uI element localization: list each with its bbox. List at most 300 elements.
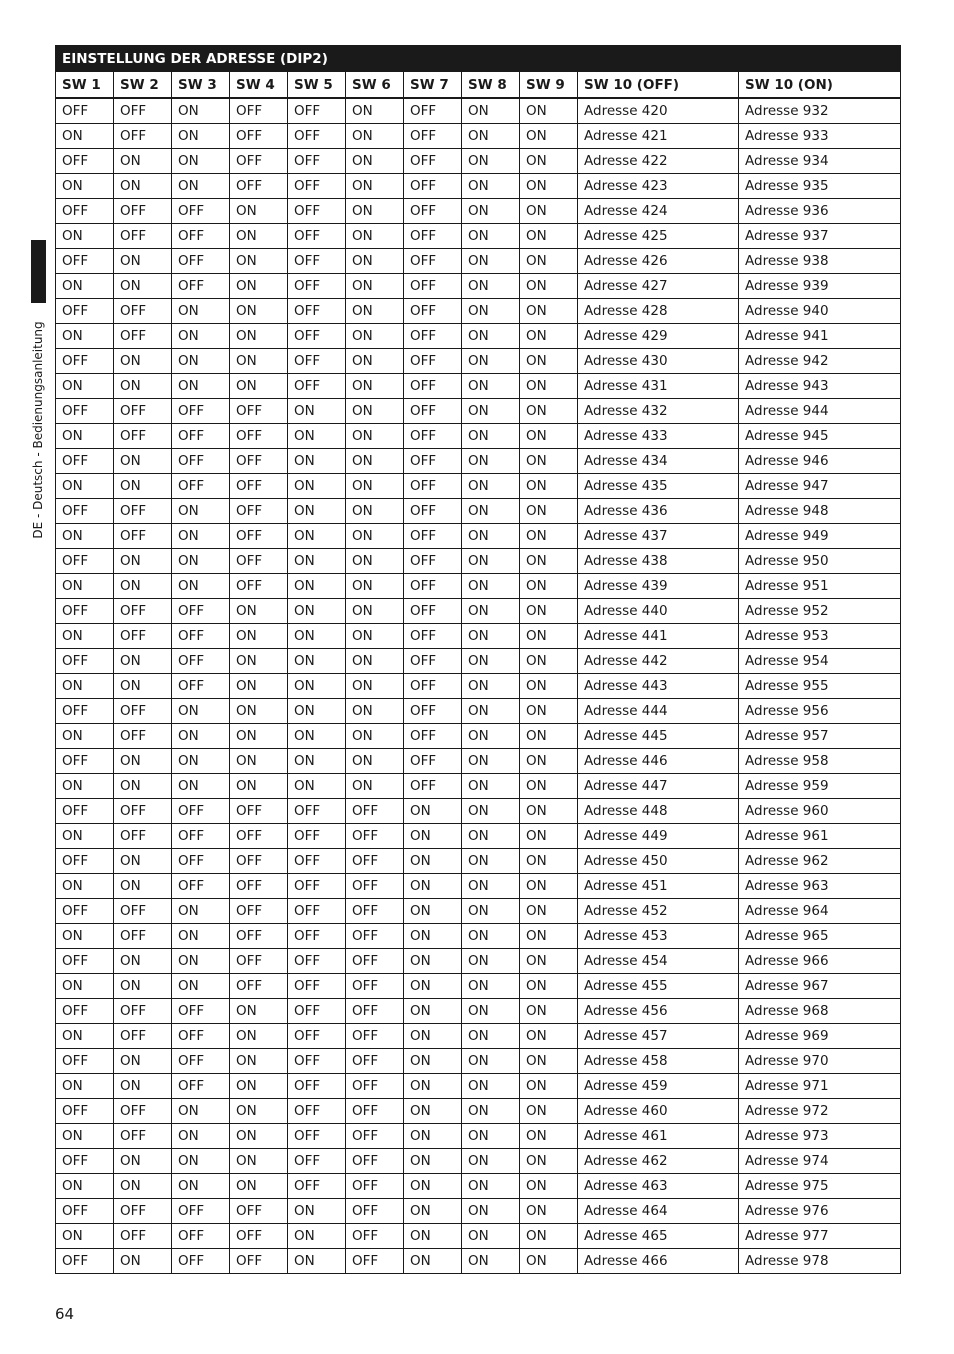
switch-state-cell: OFF	[288, 974, 346, 999]
switch-state-cell: ON	[230, 299, 288, 324]
switch-state-cell: OFF	[56, 299, 114, 324]
column-header: SW 10 (ON)	[739, 72, 901, 99]
switch-state-cell: OFF	[172, 424, 230, 449]
switch-state-cell: ON	[346, 574, 404, 599]
switch-state-cell: ON	[462, 98, 520, 124]
switch-state-cell: OFF	[172, 624, 230, 649]
switch-state-cell: ON	[462, 174, 520, 199]
switch-state-cell: OFF	[404, 499, 462, 524]
address-cell: Adresse 465	[578, 1224, 739, 1249]
switch-state-cell: ON	[56, 474, 114, 499]
switch-state-cell: ON	[462, 724, 520, 749]
switch-state-cell: OFF	[56, 949, 114, 974]
address-cell: Adresse 424	[578, 199, 739, 224]
address-cell: Adresse 444	[578, 699, 739, 724]
switch-state-cell: ON	[172, 1099, 230, 1124]
switch-state-cell: OFF	[346, 849, 404, 874]
switch-state-cell: ON	[114, 1049, 172, 1074]
address-cell: Adresse 953	[739, 624, 901, 649]
switch-state-cell: OFF	[230, 1249, 288, 1274]
switch-state-cell: ON	[172, 149, 230, 174]
switch-state-cell: OFF	[114, 699, 172, 724]
switch-state-cell: OFF	[346, 1124, 404, 1149]
switch-state-cell: OFF	[172, 1224, 230, 1249]
column-header: SW 1	[56, 72, 114, 99]
switch-state-cell: OFF	[346, 1149, 404, 1174]
switch-state-cell: ON	[172, 774, 230, 799]
address-cell: Adresse 425	[578, 224, 739, 249]
switch-state-cell: OFF	[114, 1199, 172, 1224]
switch-state-cell: OFF	[404, 574, 462, 599]
switch-state-cell: ON	[56, 124, 114, 149]
address-cell: Adresse 976	[739, 1199, 901, 1224]
address-cell: Adresse 455	[578, 974, 739, 999]
switch-state-cell: ON	[172, 749, 230, 774]
switch-state-cell: ON	[520, 599, 578, 624]
switch-state-cell: ON	[346, 424, 404, 449]
switch-state-cell: OFF	[404, 124, 462, 149]
address-cell: Adresse 969	[739, 1024, 901, 1049]
switch-state-cell: ON	[404, 1149, 462, 1174]
address-cell: Adresse 453	[578, 924, 739, 949]
switch-state-cell: OFF	[56, 1049, 114, 1074]
address-cell: Adresse 426	[578, 249, 739, 274]
switch-state-cell: OFF	[288, 799, 346, 824]
table-row	[56, 974, 901, 999]
switch-state-cell: OFF	[114, 224, 172, 249]
switch-state-cell: OFF	[230, 874, 288, 899]
switch-state-cell: OFF	[172, 649, 230, 674]
switch-state-cell: ON	[172, 1124, 230, 1149]
switch-state-cell: OFF	[56, 849, 114, 874]
switch-state-cell: ON	[462, 699, 520, 724]
switch-state-cell: OFF	[346, 1174, 404, 1199]
table-row	[56, 1174, 901, 1199]
switch-state-cell: ON	[172, 949, 230, 974]
switch-state-cell: OFF	[230, 1199, 288, 1224]
switch-state-cell: ON	[520, 374, 578, 399]
address-cell: Adresse 434	[578, 449, 739, 474]
switch-state-cell: OFF	[288, 149, 346, 174]
switch-state-cell: ON	[520, 624, 578, 649]
address-cell: Adresse 959	[739, 774, 901, 799]
address-cell: Adresse 954	[739, 649, 901, 674]
switch-state-cell: OFF	[404, 149, 462, 174]
switch-state-cell: ON	[56, 174, 114, 199]
address-cell: Adresse 431	[578, 374, 739, 399]
address-cell: Adresse 964	[739, 899, 901, 924]
address-cell: Adresse 464	[578, 1199, 739, 1224]
table-row	[56, 324, 901, 349]
switch-state-cell: ON	[288, 474, 346, 499]
switch-state-cell: ON	[172, 524, 230, 549]
switch-state-cell: ON	[462, 674, 520, 699]
switch-state-cell: OFF	[172, 1199, 230, 1224]
switch-state-cell: ON	[346, 349, 404, 374]
address-cell: Adresse 449	[578, 824, 739, 849]
switch-state-cell: OFF	[56, 749, 114, 774]
side-label: DE - Deutsch - Bedienungsanleitung	[31, 321, 45, 539]
switch-state-cell: ON	[172, 499, 230, 524]
table-row	[56, 949, 901, 974]
switch-state-cell: OFF	[404, 249, 462, 274]
switch-state-cell: ON	[346, 549, 404, 574]
table-row	[56, 749, 901, 774]
address-cell: Adresse 978	[739, 1249, 901, 1274]
switch-state-cell: ON	[56, 524, 114, 549]
switch-state-cell: ON	[520, 674, 578, 699]
switch-state-cell: ON	[172, 1149, 230, 1174]
switch-state-cell: OFF	[56, 499, 114, 524]
switch-state-cell: ON	[520, 1249, 578, 1274]
switch-state-cell: OFF	[288, 299, 346, 324]
column-header: SW 3	[172, 72, 230, 99]
switch-state-cell: ON	[404, 1049, 462, 1074]
switch-state-cell: ON	[520, 299, 578, 324]
switch-state-cell: OFF	[288, 849, 346, 874]
switch-state-cell: ON	[230, 199, 288, 224]
switch-state-cell: OFF	[288, 1149, 346, 1174]
switch-state-cell: ON	[172, 324, 230, 349]
section-marker	[31, 240, 46, 303]
switch-state-cell: ON	[462, 649, 520, 674]
table-row	[56, 1049, 901, 1074]
address-cell: Adresse 977	[739, 1224, 901, 1249]
address-cell: Adresse 432	[578, 399, 739, 424]
address-cell: Adresse 442	[578, 649, 739, 674]
switch-state-cell: ON	[404, 999, 462, 1024]
switch-state-cell: OFF	[288, 1074, 346, 1099]
table-row	[56, 1199, 901, 1224]
switch-state-cell: ON	[520, 1049, 578, 1074]
switch-state-cell: ON	[114, 349, 172, 374]
table-row	[56, 399, 901, 424]
table-row	[56, 849, 901, 874]
switch-state-cell: ON	[462, 524, 520, 549]
switch-state-cell: OFF	[56, 649, 114, 674]
switch-state-cell: ON	[462, 924, 520, 949]
switch-state-cell: ON	[462, 1099, 520, 1124]
switch-state-cell: ON	[520, 499, 578, 524]
switch-state-cell: OFF	[172, 599, 230, 624]
switch-state-cell: ON	[462, 349, 520, 374]
address-cell: Adresse 944	[739, 399, 901, 424]
table-row	[56, 799, 901, 824]
switch-state-cell: ON	[346, 474, 404, 499]
switch-state-cell: ON	[230, 1024, 288, 1049]
switch-state-cell: OFF	[172, 849, 230, 874]
switch-state-cell: OFF	[288, 1174, 346, 1199]
switch-state-cell: ON	[114, 874, 172, 899]
switch-state-cell: ON	[172, 899, 230, 924]
switch-state-cell: ON	[56, 674, 114, 699]
switch-state-cell: OFF	[56, 1149, 114, 1174]
switch-state-cell: ON	[288, 574, 346, 599]
address-cell: Adresse 950	[739, 549, 901, 574]
switch-state-cell: ON	[288, 549, 346, 574]
table-row	[56, 1124, 901, 1149]
switch-state-cell: OFF	[346, 1074, 404, 1099]
switch-state-cell: ON	[346, 774, 404, 799]
switch-state-cell: OFF	[288, 98, 346, 124]
address-cell: Adresse 421	[578, 124, 739, 149]
address-cell: Adresse 430	[578, 349, 739, 374]
switch-state-cell: ON	[462, 749, 520, 774]
switch-state-cell: ON	[462, 124, 520, 149]
switch-state-cell: ON	[230, 599, 288, 624]
switch-state-cell: OFF	[230, 574, 288, 599]
switch-state-cell: OFF	[404, 224, 462, 249]
address-cell: Adresse 965	[739, 924, 901, 949]
switch-state-cell: OFF	[114, 98, 172, 124]
address-cell: Adresse 939	[739, 274, 901, 299]
table-row	[56, 624, 901, 649]
switch-state-cell: OFF	[288, 374, 346, 399]
switch-state-cell: ON	[520, 199, 578, 224]
switch-state-cell: OFF	[404, 349, 462, 374]
switch-state-cell: ON	[404, 924, 462, 949]
switch-state-cell: ON	[346, 524, 404, 549]
switch-state-cell: OFF	[172, 399, 230, 424]
switch-state-cell: ON	[520, 924, 578, 949]
switch-state-cell: ON	[462, 824, 520, 849]
switch-state-cell: ON	[56, 624, 114, 649]
switch-state-cell: ON	[114, 1149, 172, 1174]
switch-state-cell: ON	[114, 174, 172, 199]
table-row	[56, 999, 901, 1024]
switch-state-cell: OFF	[230, 1224, 288, 1249]
switch-state-cell: ON	[520, 349, 578, 374]
switch-state-cell: OFF	[114, 899, 172, 924]
switch-state-cell: ON	[346, 399, 404, 424]
switch-state-cell: OFF	[114, 324, 172, 349]
switch-state-cell: ON	[462, 1074, 520, 1099]
switch-state-cell: ON	[114, 1249, 172, 1274]
table-body	[56, 98, 901, 1274]
switch-state-cell: ON	[520, 174, 578, 199]
table-row	[56, 299, 901, 324]
switch-state-cell: ON	[114, 849, 172, 874]
table-row	[56, 474, 901, 499]
switch-state-cell: ON	[230, 1124, 288, 1149]
switch-state-cell: ON	[288, 424, 346, 449]
switch-state-cell: ON	[288, 749, 346, 774]
switch-state-cell: ON	[462, 274, 520, 299]
switch-state-cell: OFF	[56, 799, 114, 824]
switch-state-cell: OFF	[56, 1199, 114, 1224]
switch-state-cell: ON	[462, 874, 520, 899]
switch-state-cell: ON	[520, 149, 578, 174]
switch-state-cell: ON	[520, 1099, 578, 1124]
switch-state-cell: OFF	[172, 999, 230, 1024]
address-cell: Adresse 460	[578, 1099, 739, 1124]
address-cell: Adresse 443	[578, 674, 739, 699]
address-cell: Adresse 461	[578, 1124, 739, 1149]
address-cell: Adresse 932	[739, 98, 901, 124]
switch-state-cell: OFF	[56, 199, 114, 224]
switch-state-cell: ON	[288, 674, 346, 699]
switch-state-cell: ON	[114, 149, 172, 174]
switch-state-cell: OFF	[114, 424, 172, 449]
switch-state-cell: ON	[404, 874, 462, 899]
table-row	[56, 899, 901, 924]
switch-state-cell: OFF	[404, 199, 462, 224]
table-row	[56, 1224, 901, 1249]
address-cell: Adresse 938	[739, 249, 901, 274]
table-row	[56, 824, 901, 849]
column-header: SW 9	[520, 72, 578, 99]
table-row	[56, 549, 901, 574]
switch-state-cell: ON	[346, 199, 404, 224]
switch-state-cell: ON	[462, 1199, 520, 1224]
address-cell: Adresse 966	[739, 949, 901, 974]
switch-state-cell: OFF	[288, 274, 346, 299]
switch-state-cell: ON	[56, 1124, 114, 1149]
switch-state-cell: OFF	[346, 799, 404, 824]
switch-state-cell: ON	[520, 1124, 578, 1149]
switch-state-cell: OFF	[288, 349, 346, 374]
address-cell: Adresse 942	[739, 349, 901, 374]
switch-state-cell: ON	[462, 624, 520, 649]
switch-state-cell: ON	[230, 1074, 288, 1099]
switch-state-cell: OFF	[114, 799, 172, 824]
address-cell: Adresse 441	[578, 624, 739, 649]
switch-state-cell: OFF	[114, 1024, 172, 1049]
switch-state-cell: ON	[172, 924, 230, 949]
switch-state-cell: OFF	[288, 249, 346, 274]
switch-state-cell: ON	[520, 699, 578, 724]
switch-state-cell: OFF	[288, 949, 346, 974]
switch-state-cell: OFF	[172, 1074, 230, 1099]
switch-state-cell: ON	[114, 449, 172, 474]
switch-state-cell: OFF	[56, 149, 114, 174]
switch-state-cell: ON	[114, 974, 172, 999]
address-cell: Adresse 422	[578, 149, 739, 174]
switch-state-cell: ON	[520, 724, 578, 749]
switch-state-cell: OFF	[230, 949, 288, 974]
switch-state-cell: OFF	[346, 1249, 404, 1274]
address-cell: Adresse 940	[739, 299, 901, 324]
switch-state-cell: ON	[346, 699, 404, 724]
switch-state-cell: OFF	[172, 449, 230, 474]
table-row	[56, 774, 901, 799]
switch-state-cell: ON	[346, 649, 404, 674]
switch-state-cell: OFF	[56, 549, 114, 574]
column-header: SW 7	[404, 72, 462, 99]
address-cell: Adresse 960	[739, 799, 901, 824]
switch-state-cell: OFF	[346, 924, 404, 949]
switch-state-cell: OFF	[346, 874, 404, 899]
switch-state-cell: ON	[114, 649, 172, 674]
switch-state-cell: ON	[462, 599, 520, 624]
switch-state-cell: ON	[462, 799, 520, 824]
address-cell: Adresse 937	[739, 224, 901, 249]
address-cell: Adresse 451	[578, 874, 739, 899]
address-cell: Adresse 450	[578, 849, 739, 874]
address-cell: Adresse 458	[578, 1049, 739, 1074]
switch-state-cell: ON	[56, 324, 114, 349]
switch-state-cell: OFF	[288, 999, 346, 1024]
switch-state-cell: ON	[346, 98, 404, 124]
switch-state-cell: OFF	[230, 799, 288, 824]
switch-state-cell: ON	[172, 974, 230, 999]
address-cell: Adresse 968	[739, 999, 901, 1024]
address-cell: Adresse 420	[578, 98, 739, 124]
switch-state-cell: OFF	[114, 1124, 172, 1149]
switch-state-cell: ON	[288, 1224, 346, 1249]
switch-state-cell: ON	[520, 1199, 578, 1224]
switch-state-cell: ON	[230, 1149, 288, 1174]
switch-state-cell: ON	[56, 1024, 114, 1049]
switch-state-cell: OFF	[404, 599, 462, 624]
table-row	[56, 599, 901, 624]
switch-state-cell: OFF	[114, 499, 172, 524]
switch-state-cell: OFF	[288, 899, 346, 924]
switch-state-cell: ON	[404, 1224, 462, 1249]
switch-state-cell: ON	[520, 749, 578, 774]
address-cell: Adresse 970	[739, 1049, 901, 1074]
switch-state-cell: OFF	[114, 524, 172, 549]
address-cell: Adresse 973	[739, 1124, 901, 1149]
switch-state-cell: OFF	[404, 424, 462, 449]
table-row	[56, 724, 901, 749]
switch-state-cell: ON	[462, 1174, 520, 1199]
switch-state-cell: ON	[346, 749, 404, 774]
page-number: 64	[55, 1305, 75, 1323]
switch-state-cell: OFF	[114, 124, 172, 149]
table-row	[56, 124, 901, 149]
switch-state-cell: ON	[346, 149, 404, 174]
switch-state-cell: OFF	[230, 824, 288, 849]
switch-state-cell: ON	[230, 999, 288, 1024]
switch-state-cell: ON	[346, 599, 404, 624]
switch-state-cell: ON	[172, 124, 230, 149]
switch-state-cell: ON	[462, 249, 520, 274]
switch-state-cell: ON	[230, 349, 288, 374]
switch-state-cell: ON	[520, 424, 578, 449]
switch-state-cell: ON	[288, 624, 346, 649]
switch-state-cell: OFF	[56, 98, 114, 124]
switch-state-cell: ON	[346, 174, 404, 199]
switch-state-cell: ON	[172, 549, 230, 574]
switch-state-cell: ON	[462, 299, 520, 324]
switch-state-cell: ON	[346, 124, 404, 149]
switch-state-cell: ON	[230, 1174, 288, 1199]
switch-state-cell: OFF	[56, 599, 114, 624]
switch-state-cell: ON	[346, 724, 404, 749]
switch-state-cell: OFF	[114, 624, 172, 649]
switch-state-cell: ON	[114, 749, 172, 774]
switch-state-cell: OFF	[288, 824, 346, 849]
switch-state-cell: ON	[172, 574, 230, 599]
switch-state-cell: OFF	[404, 274, 462, 299]
switch-state-cell: ON	[520, 574, 578, 599]
table-row	[56, 574, 901, 599]
switch-state-cell: ON	[462, 999, 520, 1024]
switch-state-cell: ON	[288, 599, 346, 624]
switch-state-cell: ON	[462, 224, 520, 249]
switch-state-cell: OFF	[114, 924, 172, 949]
switch-state-cell: OFF	[346, 824, 404, 849]
switch-state-cell: OFF	[404, 374, 462, 399]
switch-state-cell: OFF	[230, 424, 288, 449]
switch-state-cell: OFF	[172, 824, 230, 849]
switch-state-cell: ON	[172, 299, 230, 324]
switch-state-cell: ON	[404, 1124, 462, 1149]
switch-state-cell: ON	[404, 1199, 462, 1224]
address-cell: Adresse 949	[739, 524, 901, 549]
switch-state-cell: ON	[56, 724, 114, 749]
